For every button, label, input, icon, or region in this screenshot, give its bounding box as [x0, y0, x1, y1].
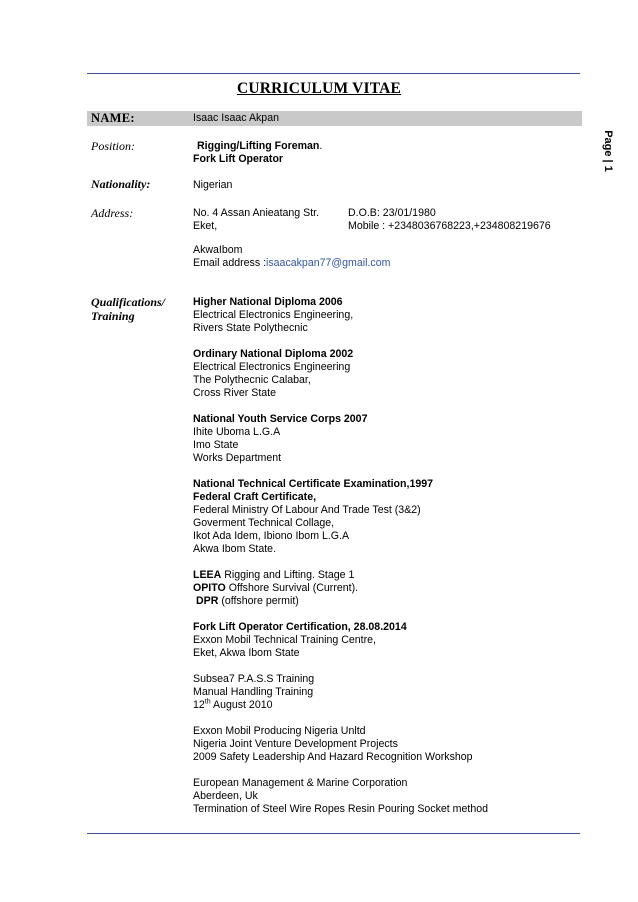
emmc-line-3: Termination of Steel Wire Ropes Resin Pouring Socket method — [193, 803, 489, 815]
opito-label: OPITO — [193, 582, 226, 594]
hnd-course: Electrical Electronics Engineering, — [193, 309, 354, 321]
dob: D.O.B: 23/01/1980 — [348, 207, 436, 219]
nysc-lga: Ihite Uboma L.G.A — [193, 426, 281, 438]
mobile: Mobile : +2348036768223,+234808219676 — [348, 220, 551, 232]
training-label: Training — [91, 309, 135, 323]
subsea-date-suffix: th — [204, 698, 211, 706]
exxon-line-3: 2009 Safety Leadership And Hazard Recognition Workshop — [193, 751, 473, 763]
exxon-line-1: Exxon Mobil Producing Nigeria Unltd — [193, 725, 366, 737]
ntc-college: Goverment Technical Collage, — [193, 517, 335, 529]
nysc-department: Works Department — [193, 452, 282, 464]
leea-text: Rigging and Lifting. Stage 1 — [221, 569, 355, 581]
subsea-date-day: 12 — [193, 699, 205, 711]
dpr-text: (offshore permit) — [218, 595, 299, 607]
subsea-date-rest: August 2010 — [210, 699, 273, 711]
email-label: Email address : — [193, 257, 267, 269]
opito-line — [193, 582, 358, 595]
position-title: Rigging/Lifting Foreman — [197, 140, 320, 152]
position-line-2: Fork Lift Operator — [193, 153, 284, 165]
ond-school: The Polythecnic Calabar, — [193, 374, 311, 386]
ond-state: Cross River State — [193, 387, 277, 399]
ntc-certificate: Federal Craft Certificate, — [193, 491, 317, 503]
ntc-ministry: Federal Ministry Of Labour And Trade Test (3&2) — [193, 504, 421, 516]
ntc-lga: Ikot Ada Idem, Ibiono Ibom L.G.A — [193, 530, 350, 542]
ntc-title: National Technical Certificate Examination,1997 — [193, 478, 434, 490]
hnd-title: Higher National Diploma 2006 — [193, 296, 343, 308]
exxon-line-2: Nigeria Joint Venture Development Projects — [193, 738, 398, 750]
email-line — [193, 257, 390, 270]
address-line-1: No. 4 Assan Anieatang Str. — [193, 207, 320, 219]
forklift-title: Fork Lift Operator Certification, 28.08.2014 — [193, 621, 407, 633]
qualifications-label: Qualifications/ — [91, 295, 166, 309]
name-highlight-bar — [87, 111, 582, 126]
opito-text: Offshore Survival (Current). — [225, 582, 359, 594]
emmc-line-1: European Management & Marine Corporation — [193, 777, 408, 789]
nysc-title: National Youth Service Corps 2007 — [193, 413, 368, 425]
ntc-state: Akwa Ibom State. — [193, 543, 277, 555]
forklift-location: Eket, Akwa Ibom State — [193, 647, 300, 659]
hnd-school: Rivers State Polythecnic — [193, 322, 308, 334]
position-line-1 — [197, 140, 322, 153]
position-period: . — [319, 140, 323, 152]
forklift-centre: Exxon Mobil Technical Training Centre, — [193, 634, 376, 646]
email-link[interactable]: isaacakpan77@gmail.com — [266, 257, 391, 269]
header-rule — [87, 73, 580, 74]
name-label: NAME: — [91, 111, 135, 125]
nysc-state: Imo State — [193, 439, 239, 451]
ond-title: Ordinary National Diploma 2002 — [193, 348, 354, 360]
page-number — [598, 118, 614, 188]
ond-course: Electrical Electronics Engineering — [193, 361, 351, 373]
name-value: Isaac Isaac Akpan — [193, 112, 279, 124]
leea-label: LEEA — [193, 569, 222, 581]
leea-line — [193, 569, 354, 582]
address-label: Address: — [91, 206, 134, 220]
dpr-label: DPR — [196, 595, 219, 607]
page-number-label: Page | 1 — [602, 130, 614, 172]
nationality-label: Nationality: — [91, 177, 151, 191]
nationality-value: Nigerian — [193, 179, 233, 191]
page-title: CURRICULUM VITAE — [236, 80, 402, 97]
footer-rule — [87, 833, 580, 834]
position-label: Position: — [91, 139, 135, 153]
subsea-date — [193, 699, 273, 712]
address-line-2: Eket, — [193, 220, 218, 232]
subsea-line-2: Manual Handling Training — [193, 686, 314, 698]
address-line-3: AkwaIbom — [193, 244, 243, 256]
subsea-line-1: Subsea7 P.A.S.S Training — [193, 673, 315, 685]
emmc-line-2: Aberdeen, Uk — [193, 790, 258, 802]
dpr-line — [196, 595, 299, 608]
